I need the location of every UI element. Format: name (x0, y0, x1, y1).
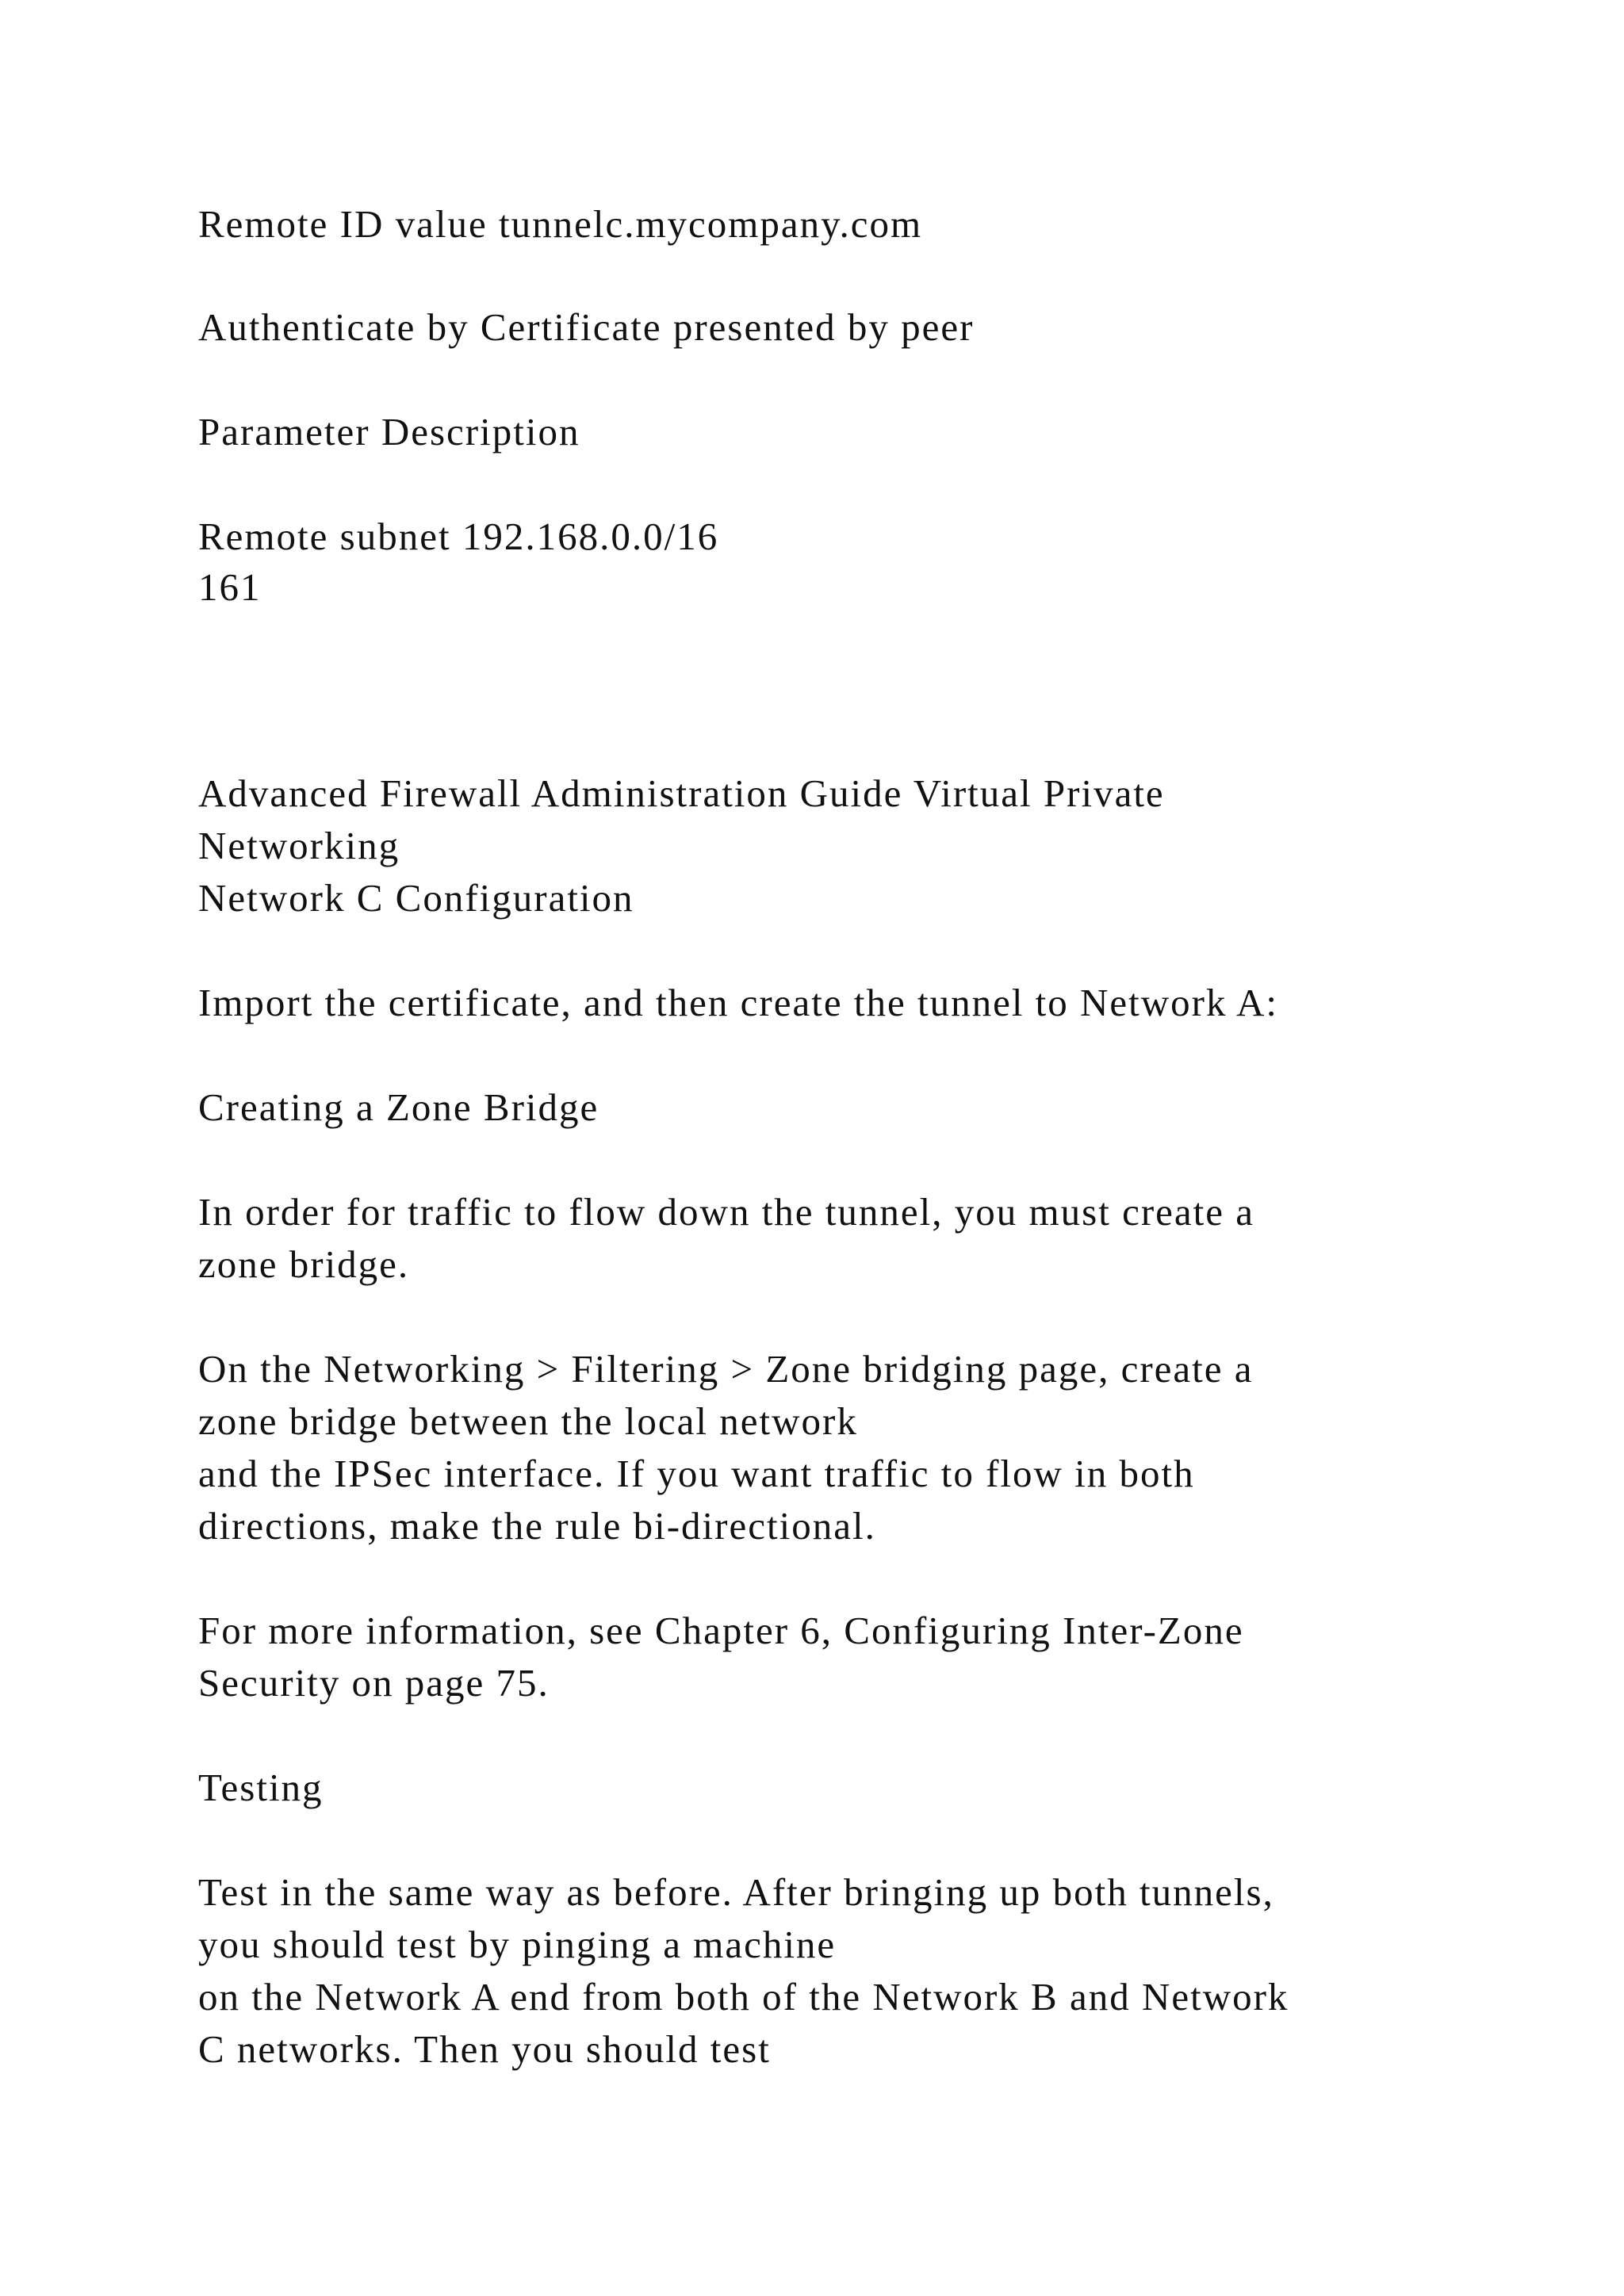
authenticate-line: Authenticate by Certificate presented by peer (198, 305, 975, 349)
parameter-description-line: Parameter Description (198, 410, 580, 453)
testing-paragraph-line-4: C networks. Then you should test (198, 2027, 771, 2071)
zone-bridging-page-line-4: directions, make the rule bi-directional. (198, 1504, 876, 1548)
more-information-line-1: For more information, see Chapter 6, Configuring Inter-Zone (198, 1609, 1244, 1652)
guide-header-line: Advanced Firewall Administration Guide Virtual Private (198, 771, 1165, 815)
zone-bridge-paragraph-line-1: In order for traffic to flow down the tunnel, you must create a (198, 1190, 1255, 1234)
zone-bridging-page-line-3: and the IPSec interface. If you want traffic to flow in both (198, 1452, 1195, 1495)
guide-header-continuation: Networking (198, 824, 400, 867)
zone-bridging-page-line-2: zone bridge between the local network (198, 1399, 858, 1443)
section-title-zone-bridge: Creating a Zone Bridge (198, 1085, 599, 1129)
import-certificate-line: Import the certificate, and then create the tunnel to Network A: (198, 981, 1279, 1024)
testing-paragraph-line-2: you should test by pinging a machine (198, 1923, 837, 1966)
zone-bridging-page-line-1: On the Networking > Filtering > Zone bridging page, create a (198, 1347, 1254, 1391)
testing-paragraph-line-3: on the Network A end from both of the Network B and Network (198, 1975, 1289, 2019)
testing-paragraph-line-1: Test in the same way as before. After bringing up both tunnels, (198, 1870, 1274, 1914)
section-title-network-c: Network C Configuration (198, 876, 634, 920)
section-title-testing: Testing (198, 1766, 324, 1809)
remote-id-line: Remote ID value tunnelc.mycompany.com (198, 202, 923, 246)
more-information-line-2: Security on page 75. (198, 1661, 550, 1705)
remote-subnet-line: Remote subnet 192.168.0.0/16 (198, 515, 719, 558)
zone-bridge-paragraph-line-2: zone bridge. (198, 1242, 410, 1286)
page-number: 161 (198, 565, 262, 609)
